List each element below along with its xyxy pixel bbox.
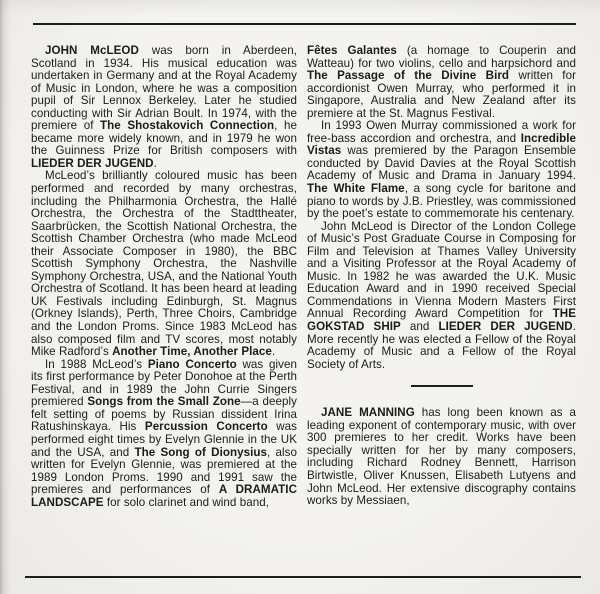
body-text: In 1988 McLeod’s [45,357,148,371]
paragraph-right-2 [307,221,576,372]
bold-text: Piano Concerto [147,357,237,371]
bold-text: The White Flame [307,182,405,196]
body-text: . More recently he was elected a Fellow of the Royal Academy of Music and a Fellow of the Royal Society of Arts. [307,320,576,371]
paragraph-left-2 [31,359,297,510]
body-text: John McLeod is Director of the London College of Music’s Post Graduate Course in Composing for Film and Television at Thames Valley University and a Visiting Professor at the Royal Academy of Music. In 1982 he was awarded the U.K. Music Education Award and in 1990 received Special Commendations in Vienna Modern Masters First Annual Recording Award Competition for [307,219,576,321]
paragraph-left-1 [31,170,297,358]
body-text: (a homage to Couperin and Watteau) for two violins, cello and harpsichord and [307,44,576,70]
bold-text: Fêtes Galantes [307,44,397,57]
body-text: , he became more widely known, and in 1979 he won the Guinness Prize for British composers with [31,119,297,158]
paragraph-right-0 [307,45,576,120]
bold-text: THE GOKSTAD SHIP [307,307,576,334]
right-column [307,45,576,509]
bottom-rule [25,576,581,578]
paragraph-left-0 [31,45,297,170]
bold-text: Percussion Concerto [144,420,268,434]
bold-text: LIEDER DER JUGEND [438,320,573,334]
bold-text: LIEDER DER JUGEND [31,156,154,170]
body-text: , also written for Evelyn Glennie, was premiered at the 1989 London Proms. 1990 and 1991 saw the premieres and performances of [31,445,297,497]
body-text: has long been known as a leading exponent of contemporary music, with over 300 premieres to her credit. Works have been specially written for her by many composers, including Richard Rodney Bennett, Harrison Birtwistle, Oliver Knussen, Elisabeth Lutyens and John McLeod. Her extensive discography contains works by Messiaen, [307,406,577,508]
body-text: was performed eight times by Evelyn Glennie in the UK and the USA, and [31,420,298,459]
bold-text: Incredible Vistas [307,131,576,158]
bold-text: A DRAMATIC LANDSCAPE [31,483,297,509]
body-text: written for accordionist Owen Murray, who performed it in Singapore, Australia and New Zealand after its premiere at the St. Magnus Festival. [307,69,576,120]
text-columns [31,45,576,509]
body-text: —a deeply felt setting of poems by Russian dissident Irina Ratushinskaya. His [31,395,297,434]
body-text: and [400,320,439,334]
body-text: . [271,345,276,359]
body-text: . [153,156,157,170]
body-text: , a song cycle for baritone and piano to words by J.B. Priestley, was commissioned by the poet’s estate to commemorate his centenary. [307,182,576,221]
paragraph-right-1 [307,120,576,220]
body-text: In 1993 Owen Murray commissioned a work for free-bass accordion and orchestra, and [307,119,576,145]
bold-text: The Shostakovich Connection [100,119,275,133]
paragraph-right-4 [307,407,576,507]
body-text: was premiered by the Paragon Ensemble conducted by David Davies at the Royal Scottish Academy of Music and Drama in January 1994. [307,144,576,183]
body-text: was given its first performance by Peter Donohoe at the Perth Festival, and in 1989 the John Currie Singers premiered [31,357,298,409]
body-text: for solo clarinet and wind band, [103,495,269,509]
bold-text: Another Time, Another Place [112,345,272,359]
bold-text: JANE MANNING [321,406,415,420]
top-rule [33,23,576,25]
bold-text: The Song of Dionysius [134,445,268,459]
bold-text: The Passage of the Divine Bird [307,69,510,83]
body-text: McLeod’s brilliantly coloured music has been performed and recorded by many orchestras, including the Philharmonia Orchestra, the Hallé Orchestra, the Orchestra of the Stadttheater, Saarbrücken, the Scottish National Orchestra, the Scottish Chamber Orchestra (who made McLeod their Associate Composer in 1980), the BBC Scottish Symphony Orchestra, the Nashville Symphony Orchestra, USA, and the National Youth Orchestra of Scotland. It has been heard at leading UK Festivals including Edinburgh, St. Magnus (Orkney Islands), Perth, Three Choirs, Cambridge and the London Proms. Since 1983 McLeod has also composed film and TV scores, most notably Mike Radford’s [31,169,297,359]
section-divider [411,385,473,387]
bold-text: JOHN McLEOD [45,44,139,57]
bold-text: Songs from the Small Zone [87,395,241,409]
left-column [31,45,297,509]
body-text: was born in Aberdeen, Scotland in 1934. His musical education was undertaken in Germany and at the Royal Academy of Music in London, where he was a composition pupil of Sir Lennox Berkeley. Later he studied conducting with Sir Adrian Boult. In 1974, with the premiere of [31,44,297,133]
